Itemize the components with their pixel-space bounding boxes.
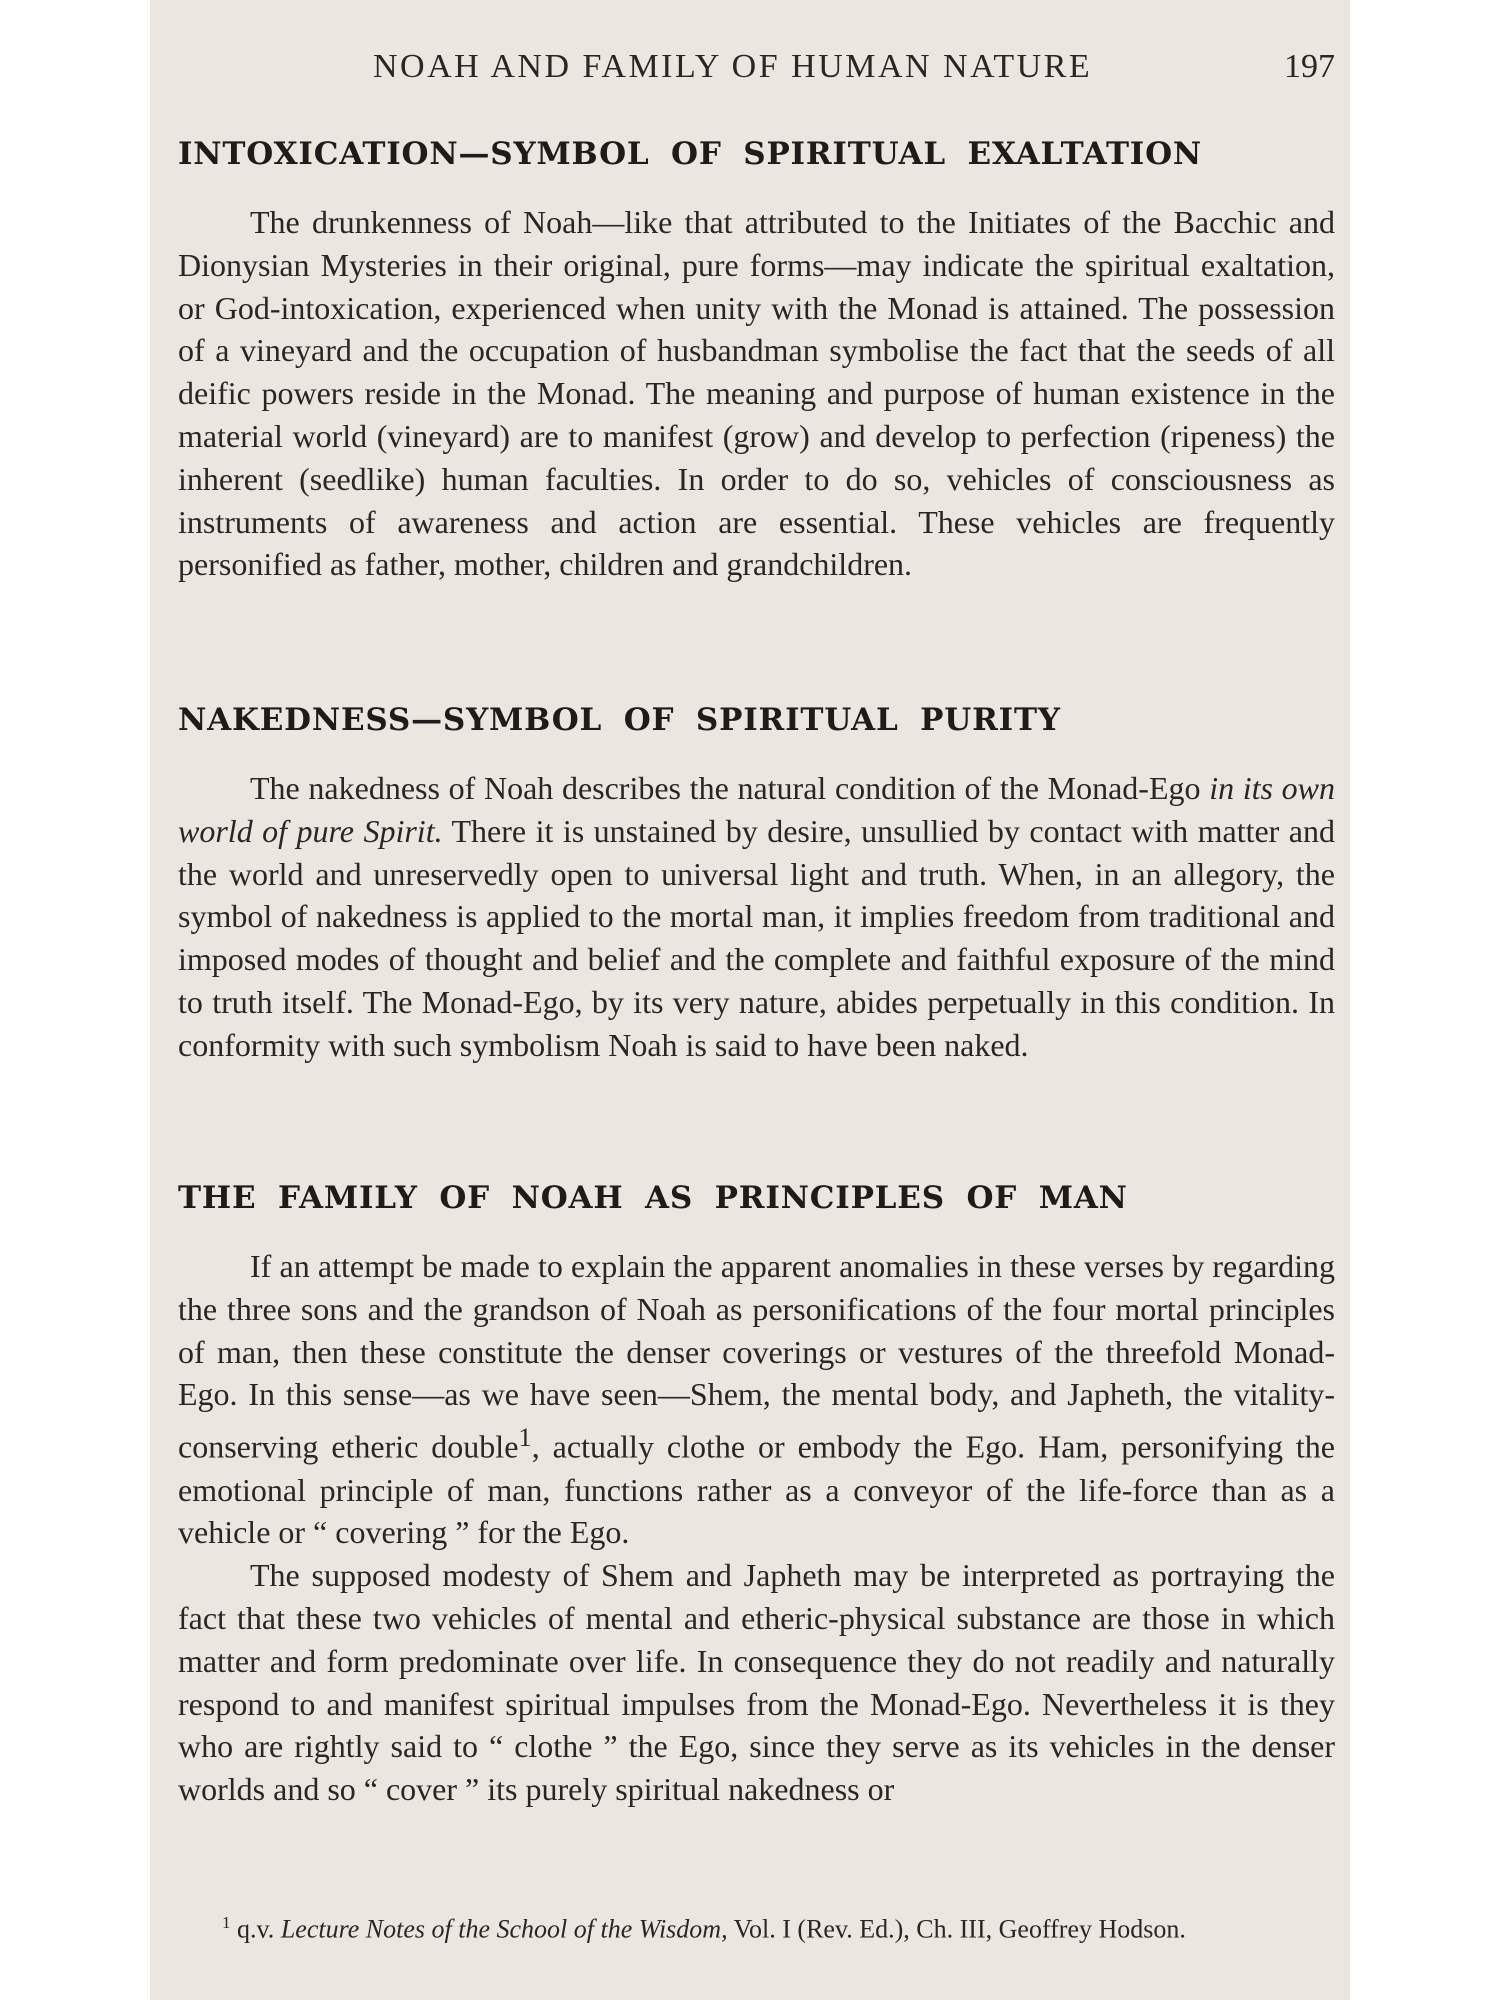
book-page [150, 0, 1350, 2000]
footnote-marker: 1 [222, 1913, 231, 1932]
section-intoxication [178, 201, 1335, 586]
section-heading-intoxication: INTOXICATION—SYMBOL OF SPIRITUAL EXALTATION [178, 136, 1203, 172]
paragraph: If an attempt be made to explain the apparent anomalies in these verses by regarding the three sons and the grandson of Noah as personifications of the four mortal principles of man, then these constitute the denser coverings or vestures of the threefold Monad-Ego. In this sense—as we have seen—Shem, the mental body, and Japheth, the vitality-conserving etheric double$^1$, actually clothe or embody the Ego. Ham, personifying the emotional principle of man, functions rather as a conveyor of the life-force than as a vehicle or “ covering ” for the Ego. [178, 1248, 1336, 1551]
section-nakedness [178, 767, 1335, 1067]
running-head [178, 48, 1335, 92]
section-heading-nakedness: NAKEDNESS—SYMBOL OF SPIRITUAL PURITY [178, 702, 1061, 738]
paragraph: The drunkenness of Noah—like that attributed to the Initiates of the Bacchic and Dionysian Mysteries in their original, pure forms—may indicate the spiritual exaltation, or God-intoxication, experienced when unity with the Monad is attained. The possession of a vineyard and the occupation of husbandman symbolise the fact that the seeds of all deific powers reside in the Monad. The meaning and purpose of human existence in the material world (vineyard) are to manifest (grow) and develop to perfection (ripeness) the inherent (seedlike) human faculties. In order to do so, vehicles of consciousness as instruments of awareness and action are essential. These vehicles are frequently personified as father, mother, children and grandchildren. [178, 204, 1335, 583]
paragraph: The nakedness of Noah describes the natural condition of the Monad-Ego in its own world of pure Spirit. There it is unstained by desire, unsullied by contact with matter and the world and unreservedly open to universal light and truth. When, in an allegory, the symbol of nakedness is applied to the mortal man, it implies freedom from traditional and imposed modes of thought and belief and the complete and faithful exposure of the mind to truth itself. The Monad-Ego, by its very nature, abides perpetually in this condition. In conformity with such symbolism Noah is said to have been naked. [178, 770, 1336, 1063]
running-head-title: NOAH AND FAMILY OF HUMAN NATURE [373, 48, 1093, 85]
paragraph: The supposed modesty of Shem and Japheth may be interpreted as portraying the fact that these two vehicles of mental and etheric-physical substance are those in which matter and form predominate over life. In consequence they do not readily and naturally respond to and manifest spiritual impulses from the Monad-Ego. Nevertheless it is they who are rightly said to “ clothe ” the Ego, since they serve as its vehicles in the denser worlds and so “ cover ” its purely spiritual nakedness or [178, 1557, 1335, 1808]
footnote-title: Lecture Notes of the School of the Wisdom, [280, 1914, 728, 1944]
section-family [178, 1245, 1335, 1811]
footnote-reference: 1 [518, 1422, 532, 1453]
section-heading-family: THE FAMILY OF NOAH AS PRINCIPLES OF MAN [178, 1180, 1128, 1216]
page-number: 197 [1284, 48, 1335, 85]
footnote: $^1$ q.v. Lecture Notes of the School of the Wisdom, Vol. I (Rev. Ed.), Ch. III, Geoffrey Hodson. [222, 1913, 1186, 1944]
italic-phrase: in its own world of pure Spirit. [178, 770, 1336, 849]
